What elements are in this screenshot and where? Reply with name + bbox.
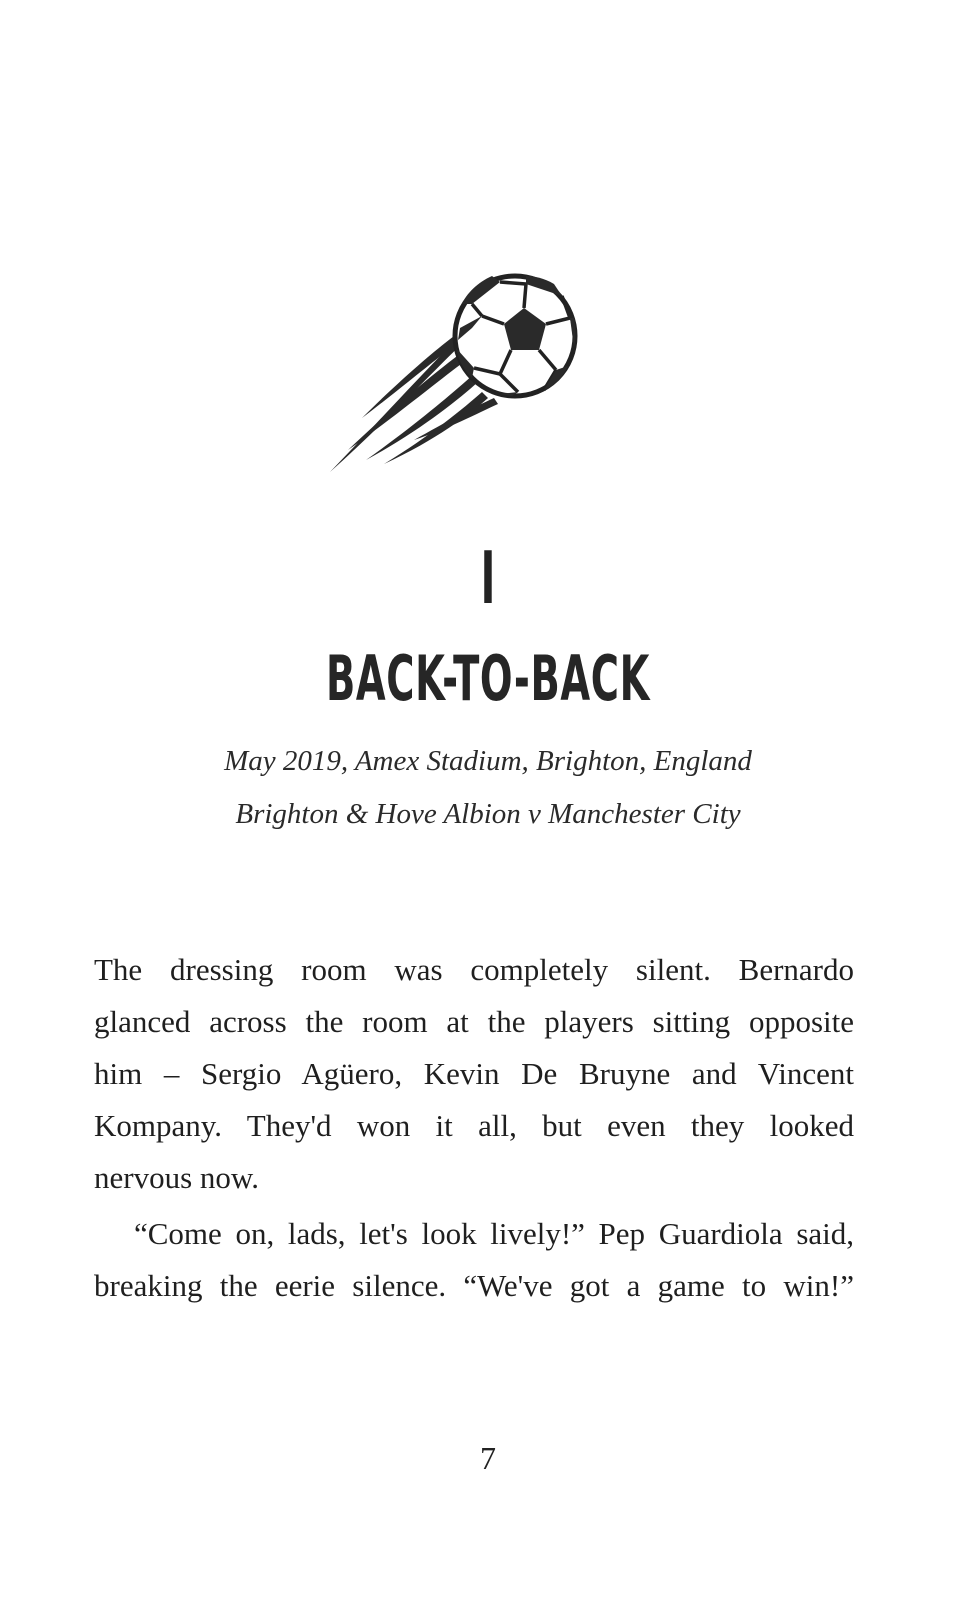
soccer-ball-icon bbox=[322, 268, 582, 478]
paragraph-line: nervous now. bbox=[94, 1160, 260, 1195]
chapter-subtitle-date-venue: May 2019, Amex Stadium, Brighton, England bbox=[224, 745, 752, 777]
page-number: 7 bbox=[480, 1440, 496, 1476]
paragraph-line: “Come on, lads, let's look lively!” Pep Guardiola said, bbox=[134, 1216, 854, 1251]
paragraph-line: breaking the eerie silence. “We've got a game to win!” bbox=[94, 1268, 854, 1303]
paragraph-line: The dressing room was completely silent. Bernardo bbox=[94, 952, 854, 987]
chapter-subtitle-match: Brighton & Hove Albion v Manchester City bbox=[235, 798, 741, 830]
chapter-number: I bbox=[480, 536, 496, 620]
paragraph-line: him – Sergio Agüero, Kevin De Bruyne and Vincent bbox=[94, 1056, 854, 1091]
paragraph-line: Kompany. They'd won it all, but even they looked bbox=[94, 1108, 854, 1143]
paragraph-line: glanced across the room at the players sitting opposite bbox=[94, 1004, 854, 1039]
chapter-title: BACK-TO-BACK bbox=[325, 642, 651, 715]
